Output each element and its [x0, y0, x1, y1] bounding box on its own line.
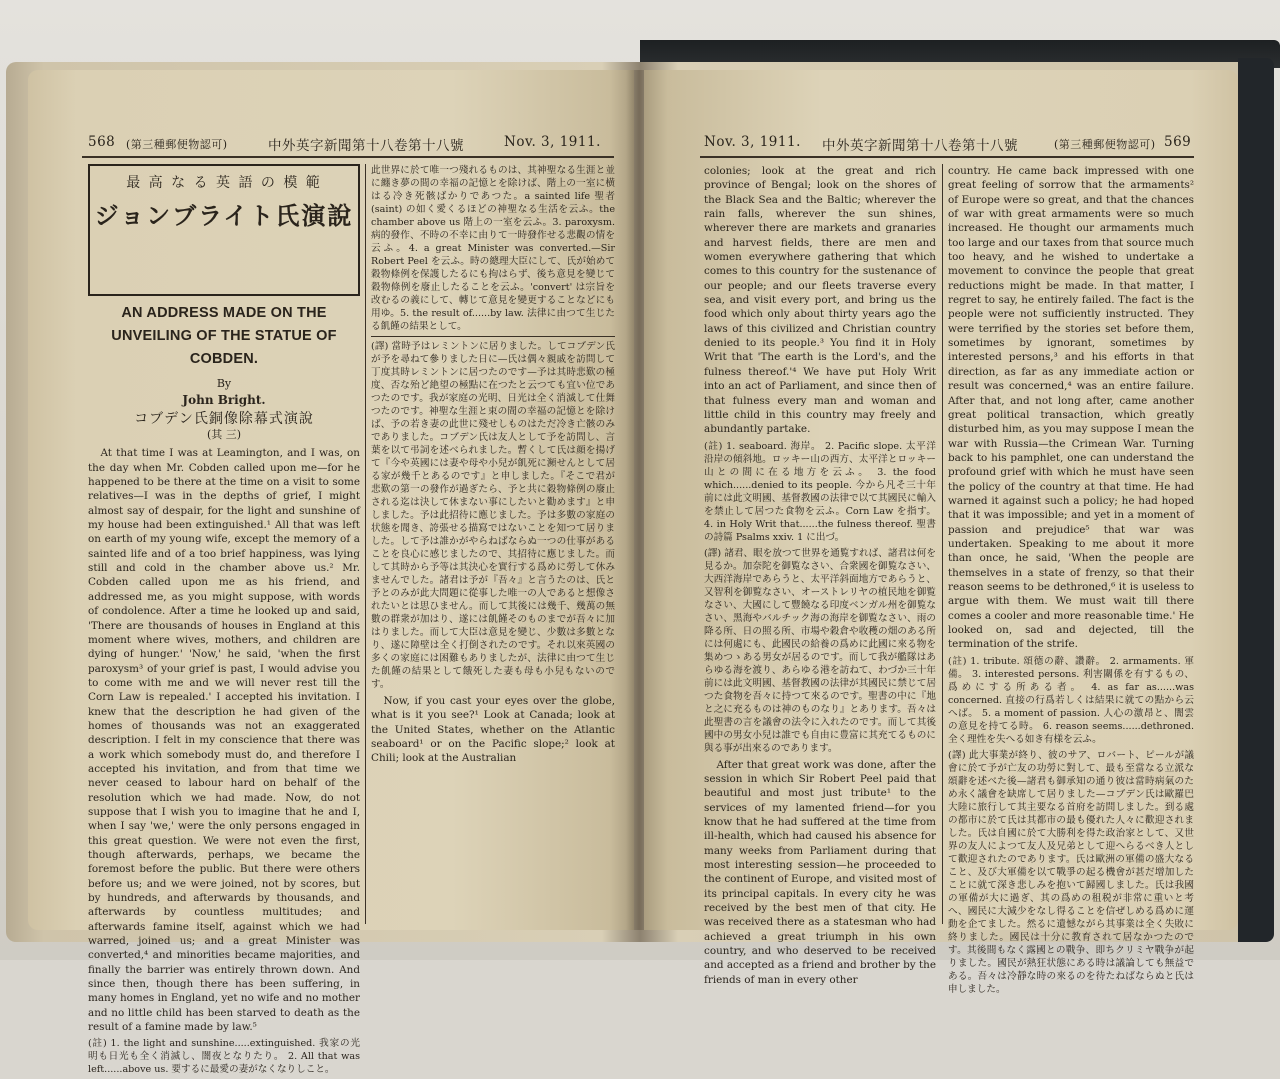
right-date: Nov. 3, 1911. [704, 134, 801, 150]
right-page [644, 70, 1238, 995]
speech-paragraph-5: country. He came back impressed with one great feeling of sorrow that the armaments² of Europe were so great, and that the chances of war with great armaments were so much increased. He thought our armaments much too large and our taxes from that source much too heavy, and he wished to undertake a movement to convince the people that great reductions might be made. In that matter, I regret to say, he entirely failed. The fact is the people were not sufficiently instructed. They were terrified by the stories set before them, sometimes by ignorant, sometimes by interested persons,³ and his efforts in that direction, as far as any immediate action or result was concerned,⁴ was an entire failure. After that, and not long after, came another great political transaction, which greatly disturbed him, as you may suppose I mean the war with Russia—the Crimean War. Turning back to his pamphlet, one can understand the profound grief with which he must have seen the policy of the country at that time. He had warned it against such a policy; he had hoped that it was impossible; and yet in a moment of passion and prejudice⁵ that war was undertaken. Speaking to me about it more than once, he said, 'When the people are themselves in a state of frenzy, so that their reason seems to be dethroned,⁶ it is useless to argue with them. We must wait till there comes a cooler and more reasonable time.' He looked on, sad and dejected, till the termination of the strife. [948, 165, 1194, 651]
title-big: ジョンブライト氏演說 [94, 201, 354, 230]
footnote-right-1: (註) 1. seaboard. 海岸。 2. Pacific slope. 太平洋沿岸の傾斜地。ロッキー山の西方、太平洋とロッキー山との間に在る地方を云ふ。 3. the food which......denied to its people. 今から凡そ三十年前には此文明國、基督教國の法律で以て其國民に輸入を禁止して居つた食物を云ふ。Corn Law を指す。 4. in Holy Writ that......the fulness thereof. 聖書の詩篇 Psalms xxiv. 1 に出づ。 [704, 440, 936, 543]
left-column-divider [365, 164, 366, 924]
speech-paragraph-2: Now, if you cast your eyes over the globe, what is it you see?¹ Look at Canada; look at the United States, whether on the Atlantic seaboard¹ or on the Pacific slope;² look at Chili; look at the Australian [371, 695, 615, 765]
japanese-title: コブデン氏銅像除幕式演說 [134, 410, 314, 427]
right-journal-title: 中外英字新聞第十八卷第十八號 [822, 138, 1018, 154]
note-rule [371, 336, 615, 337]
left-page [28, 70, 634, 1076]
footnote-continued: 此世界に於て唯一つ殘れるものは、其神聖なる生涯と並に纏き夢の間の幸福の記憶とを除けば、階上の一室に横はる冷き死骸ばかりであつた。a sainted life 聖者 (saint) の如く愛くるほどの神聖なる生活を云ふ。the chamber above us 階上の一室を云ふ。3. paroxysm. 病的發作、不時の不幸に由りて一時發作せる悲觀の情を云ふ。4. a great Minister was converted.—Sir Robert Peel を云ふ。時の總理大臣にして、氏が始めて穀物條例を保護したるにも拘はらず、後ち意見を變じて穀物條例を廢止したることを云ふ。'convert' は宗旨を改むるの義にして、轉じて意見を變更することなどにも用ゆ。5. the result of......by law. 法律に由つて生じたる飢饉の結果として。 [371, 165, 615, 332]
footnote-right-2: (註) 1. tribute. 頌德の辭、讚辭。 2. armaments. 軍備。 3. interested persons. 利害關係を有するもの、爲めにする所ある者。 4. as far as......was concerned. 直接の行爲若しくは結果に就ての點から云へば。 5. a moment of passion. 人心の激昂と、闇雲の意見を持てる時。 6. reason seems......dethroned. 全く理性を失へる如き有様を云ふ。 [948, 655, 1194, 745]
right-page-number: 569 [1164, 134, 1192, 150]
title-small: 最 高 な る 英 語 の 模 範 [126, 175, 322, 191]
translation-right-2: (譯) 此大事業が終り、彼のサア、ロバート、ピールが議會に於て予が亡友の功勞に對して、最も至當なる立派な頌辭を述べた後—諸君も御承知の通り彼は當時病氣のため永く議會を缺席して居りました—コブデン氏は歐羅巴大陸に旅行して其主要なる首府を訪問しました。到る處の都市に於て氏は其都市の最も優れた人々に歡迎されました。氏は自國に於て大勝利を得た政治家として、又世界の友人によつて友人及兄弟として迎へらるべき人として歡迎されたのであります。氏は歐洲の軍備の盛大なること、及び大軍備を以て戰爭の起る機會が甚だ增加したことに就て深き悲しみを抱いて歸國しました。氏は我國の軍備が大に過ぎ、其の爲めの租税が非常に重いと考へ、國民に大減少をなし得ることを信ぜしめる爲めに運動を企てました。然るに遺憾ながら其事業は全く失敗に終りました。國民は十分に教育されて居なかつたのです。其後間もなく露國との戰争、即ちクリミヤ戰争が起りました。國民が熱狂状態にある時は議論しても無益である。吾々は冷靜な時の來るのを待たねばならぬと氏は申しました。 [948, 749, 1194, 995]
left-page-header [28, 132, 634, 156]
right-header-rule [700, 156, 1194, 158]
part-label: (其 三) [206, 428, 242, 442]
speech-paragraph-3: colonies; look at the great and rich province of Bengal; look on the shores of the Black Sea and the Baltic; wherever the rain falls, wherever the sun shines, wherever there are markets and granaries and harvest fields, there are men and women everywhere gathering that which comes to this country for the sustenance of our people; and our fleets traverse every sea, and visit every port, and bring us the food which only about thirty years ago the laws of this civilized and Christian country denied to its people.³ You find it in Holy Writ that 'The earth is the Lord's, and the fulness thereof.'⁴ We have put Holy Writ into an act of Parliament, and since then of that fulness every man and woman and little child in this country may freely and abundantly partake. [704, 165, 936, 436]
speech-paragraph: At that time I was at Leamington, and I was, on the day when Mr. Cobden called upon me—for he happened to be there at the time on a visit to some relatives—I was in the depths of grief, I might almost say of despair, for the light and sunshine of my house had been extinguished.¹ All that was left on earth of my young wife, except the memory of a sainted life and of a too brief happiness, was lying still and cold in the chamber above us.² Mr. Cobden called upon me as his friend, and addressed me, as you might suppose, with words of condolence. After a time he looked up and said, 'There are thousands of houses in England at this moment where wives, mothers, and children are dying of hunger.' 'Now,' he said, 'when the first paroxysm³ of your grief is past, I would advise you to come with me and we will never rest till the Corn Law is repealed.' I accepted his invitation. I knew that the description he had given of the homes of thousands was not an exaggerated description. I felt in my conscience that there was a work which somebody must do, and therefore I accepted his invitation, and from that time we never ceased to labour hard on behalf of the resolution which we had made. Now, do not suppose that I wish you to imagine that he and I, when I say 'we,' were the only persons engaged in this great question. We were not even the first, though afterwards, perhaps, we became the foremost before the public. But there were others before us; and we were joined, not by scores, but by hundreds, and afterwards by thousands, and afterwards by countless multitudes; and afterwards famine itself, against which we had warred, joined us; and a great Minister was converted,⁴ and minorities became majorities, and finally the barrier was entirely thrown down. And since then, though there has been suffering, in many homes in England, yet no wife and no mother and no little child has been starved to death as the result of a famine made by law.⁵ [88, 447, 360, 1034]
left-column-1 [88, 302, 360, 1079]
title-box [88, 164, 360, 296]
left-header-rule [82, 156, 614, 158]
speech-paragraph-4: After that great work was done, after the session in which Sir Robert Peel paid that beautiful and most just tribute¹ to the services of my lamented friend—for you know that he had suffered at the time from ill-health, which had caused his absence for many weeks from Parliament during that most interesting session—he proceeded to the continent of Europe, and visited most of its principal capitals. In every city he was received by the best men of that city. He was received there as a statesman who had achieved a great triumph in his own country, and who deserved to be received and accepted as a friend and brother by the friends of man in every other [704, 758, 936, 986]
translation-paragraph: (譯) 當時予はレミントンに居りました。してコブデン氏が予を尋ねて參りました日に—氏は偶々親戚を訪問して丁度其時レミントンに居つたのです—予は其時悲歎の極度、否な殆ど絶望の極點に在つたと云つても宜い位であつたのです。我が家庭の光明、日光は全く消滅して仕舞つたのです。神聖な生涯と束の間の幸福の記憶とを除けば、予の若き妻の此世に殘せしものはただ冷き亡骸のみでありました。コブデン氏は友人として予を訪問し、言葉を以て弔詞を述べられました。暫くして氏は顔を揚げて『今や英國には妻や母や小兒が飢死に瀕せんとして居る家が幾千とあるのです』と申しました。『そこで君が悲歎の第一の發作が過ぎたら、予と共に穀物條例の廢止される迄は決して休まない事にしたいと勸めます』と申しました。予は此招待に應じました。予は多數の家庭の状態を聞き、誇張せる描寫ではないことを知つて居りました。して予は誰かがやらねばならぬ一つの仕事があることを良心に感じましたので、其招待に應じました。而して其時から予等は其決心を實行する爲めに勞して休みませんでした。諸君は予が『吾々』と言うたのは、氏と予とのみが此大問題に從事した唯一の人であると想像されたいとは思ひません。而して其後には幾千、幾萬の無數の群衆が加はり、遂には飢饉そのものまでが吾々に加はりました。而して大臣は意見を變じ、少數は多數となり、遂に障壁は全く打倒されたのです。それ以來英國の多くの家庭には困難もありましたが、法律に由つて生じた飢饉の結果として餓死した妻も母も小兒もないのです。 [371, 341, 615, 690]
english-title: AN ADDRESS MADE ON THE UNVEILING OF THE STATUE OF COBDEN. [111, 305, 337, 367]
right-page-header [644, 132, 1238, 156]
left-journal-title: 中外英字新聞第十八卷第十八號 [268, 138, 464, 154]
left-permit-note: (第三種郵便物認可) [126, 138, 228, 151]
author: John Bright. [182, 393, 266, 408]
right-column-divider [942, 164, 943, 924]
left-column-2 [371, 164, 615, 769]
left-date: Nov. 3, 1911. [504, 134, 601, 150]
book-cover-right [1238, 58, 1274, 942]
footnote: (註) 1. the light and sunshine.....extinguished. 我家の光明も日光も全く消滅し、闇夜となりたり。 2. All that was left......above us. 要するに最愛の妻がなくなりしこと。 [88, 1038, 360, 1076]
left-page-number: 568 [88, 134, 116, 150]
right-permit-note: (第三種郵便物認可) [1054, 138, 1156, 151]
byline: By [216, 377, 232, 390]
right-column-1 [704, 164, 936, 990]
translation-right-1: (譯) 諸君、眼を放つて世界を通覧すれば、諸君は何を見るか。加奈陀を御覧なさい、合衆國を御覧なさい、大西洋海岸であらうと、太平洋斜面地方であらうと、又智利を御覧なさい、オーストレリヤの植民地を御覧なさい、大國にして豐饒なる印度ベンガル州を御覧なさい、黑海やバルチック海の海岸を御覧なさい、雨の降る所、日の照る所、市場や穀倉や收穫の畑のある所には何處にも、此國民の給養の爲めに此國に來る物を集めつゝある男女が居るのです。而して我が艦隊はあらゆる海を渡り、あらゆる港を訪ねて、わづか三十年前には此文明國、基督教國の法律が其國民に禁じて居つた食物を吾々に持つて來るのです。聖書の中に『地と之に充るものは神のものなり』とあります。吾々は此聖書の言を議會の法令に入れたのです。而して其後國中の男女小兒は誰でも自由に豊富に其充てるものに與る事が出來るのであります。 [704, 547, 936, 754]
right-column-2 [948, 164, 1194, 999]
